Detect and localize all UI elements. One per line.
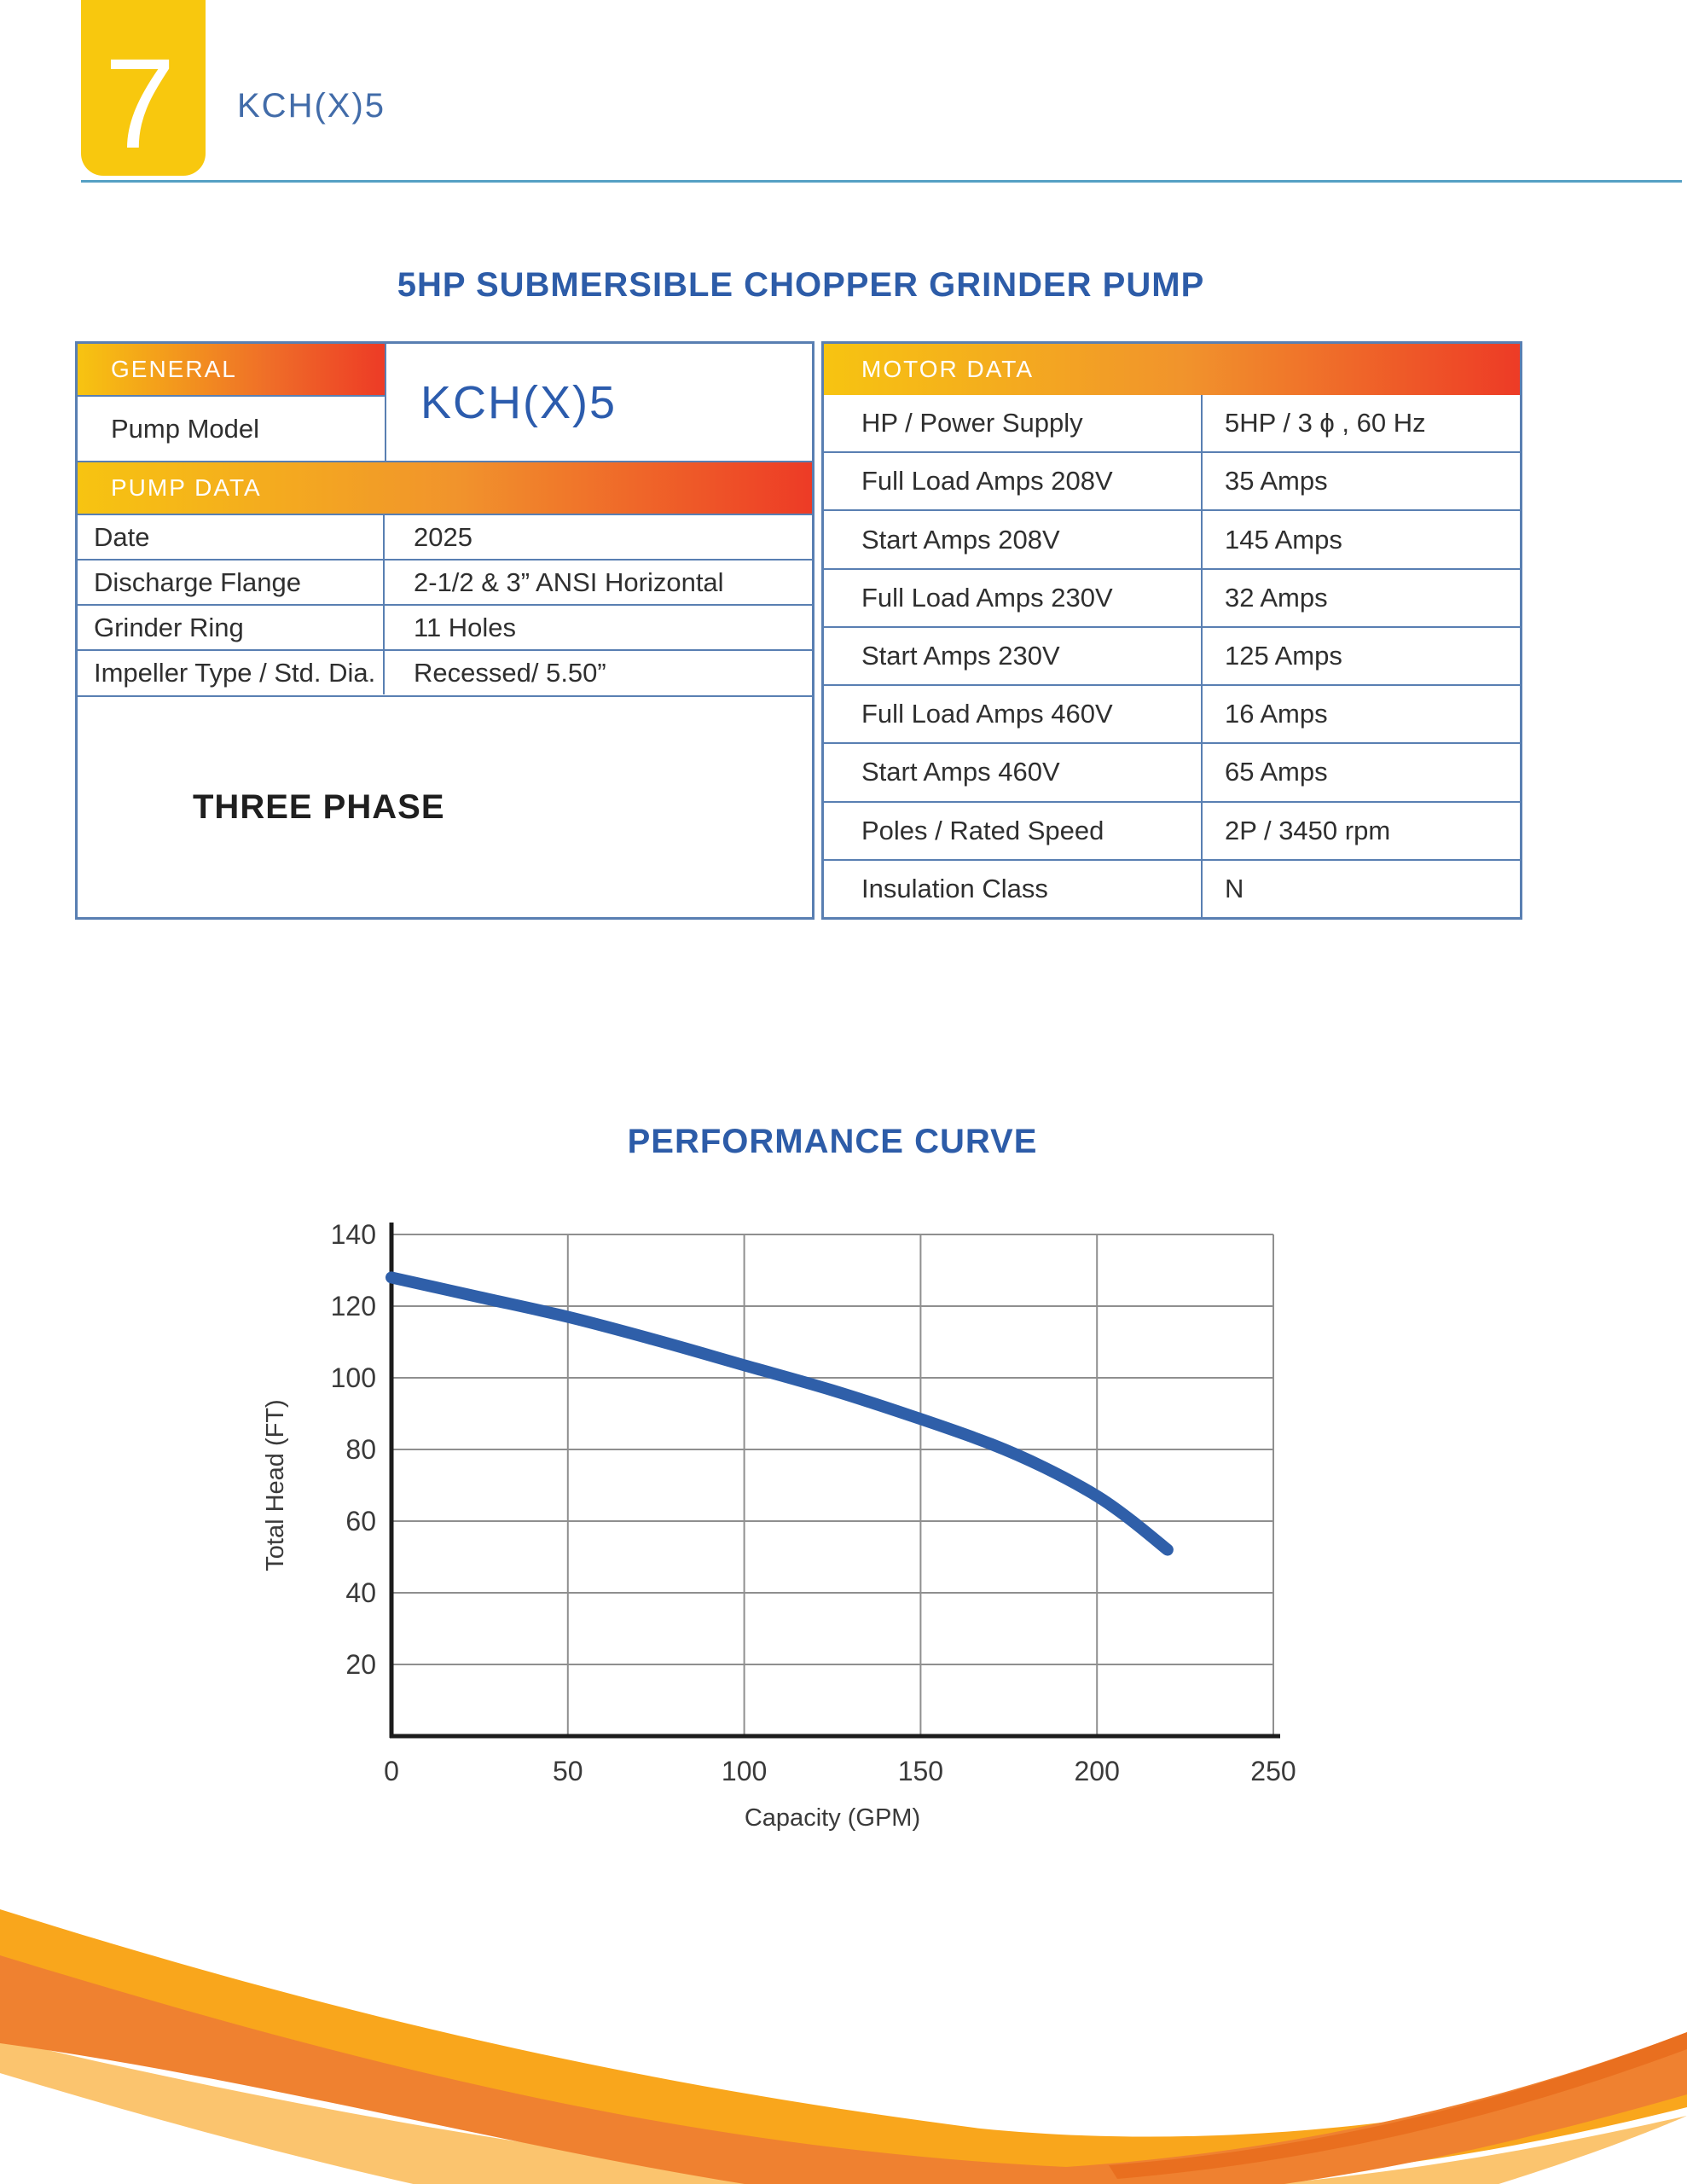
header-divider-rule (81, 180, 1682, 183)
table-row (824, 859, 1520, 917)
general-section-header-label: GENERAL (111, 356, 237, 382)
chapter-number: 7 (104, 32, 176, 175)
row-label: HP / Power Supply (824, 395, 1203, 451)
row-value: Recessed/ 5.50” (414, 657, 606, 688)
motor-data-section-header-label: MOTOR DATA (861, 356, 1034, 382)
svg-text:200: 200 (1074, 1756, 1120, 1786)
chapter-code: KCH(X)5 (237, 87, 386, 125)
pump-model-label: Pump Model (78, 395, 385, 461)
row-value: 11 Holes (414, 612, 517, 642)
phase-note: THREE PHASE (78, 695, 812, 917)
svg-text:0: 0 (384, 1756, 399, 1786)
table-row (78, 559, 812, 604)
svg-text:140: 140 (330, 1219, 376, 1250)
row-value: 2025 (414, 521, 472, 552)
row-value: 65 Amps (1225, 757, 1328, 787)
row-label: Full Load Amps 460V (824, 686, 1203, 742)
row-label: Full Load Amps 230V (824, 570, 1203, 626)
row-value: 5HP / 3 ϕ , 60 Hz (1225, 408, 1426, 439)
head-capacity-curve (391, 1277, 1168, 1549)
svg-text:20: 20 (345, 1649, 376, 1680)
svg-text:150: 150 (897, 1756, 944, 1786)
row-value: 16 Amps (1225, 699, 1328, 729)
motor-data-section-header (824, 344, 1520, 395)
row-value: N (1225, 873, 1244, 903)
svg-text:120: 120 (330, 1291, 376, 1321)
row-label: Full Load Amps 208V (824, 453, 1203, 509)
pump-model-value: KCH(X)5 (385, 344, 812, 461)
svg-text:80: 80 (345, 1434, 376, 1465)
svg-text:40: 40 (345, 1577, 376, 1608)
row-label: Insulation Class (824, 861, 1203, 917)
row-value: 2-1/2 & 3” ANSI Horizontal (414, 566, 724, 597)
general-pump-data-table (75, 341, 815, 920)
row-label: Impeller Type / Std. Dia. (78, 651, 385, 694)
table-row (824, 509, 1520, 567)
row-label: Discharge Flange (78, 561, 385, 604)
row-label: Start Amps 230V (824, 628, 1203, 684)
motor-data-table (821, 341, 1522, 920)
table-row (824, 451, 1520, 509)
chart-title: PERFORMANCE CURVE (627, 1123, 1038, 1160)
table-row (78, 649, 812, 694)
row-value: 145 Amps (1225, 524, 1342, 555)
pump-data-section-header (78, 461, 812, 514)
row-label: Poles / Rated Speed (824, 803, 1203, 859)
table-row (824, 801, 1520, 859)
row-value: 35 Amps (1225, 466, 1328, 497)
table-row (824, 742, 1520, 800)
svg-text:100: 100 (330, 1362, 376, 1393)
svg-text:50: 50 (553, 1756, 583, 1786)
row-label: Grinder Ring (78, 606, 385, 649)
y-axis-title: Total Head (FT) (262, 1399, 289, 1571)
row-label: Start Amps 460V (824, 744, 1203, 800)
row-label: Date (78, 515, 385, 559)
x-axis-title: Capacity (GPM) (744, 1804, 921, 1832)
table-row (824, 568, 1520, 626)
row-value: 2P / 3450 rpm (1225, 815, 1391, 845)
row-label: Start Amps 208V (824, 511, 1203, 567)
svg-text:250: 250 (1250, 1756, 1296, 1786)
row-value: 125 Amps (1225, 640, 1342, 671)
table-row (78, 604, 812, 649)
performance-chart-svg (0, 1177, 1687, 1860)
table-row (78, 514, 812, 559)
row-value: 32 Amps (1225, 582, 1328, 613)
svg-text:100: 100 (721, 1756, 768, 1786)
svg-text:60: 60 (345, 1506, 376, 1536)
page-title: 5HP SUBMERSIBLE CHOPPER GRINDER PUMP (397, 266, 1205, 304)
chapter-number-tab (81, 0, 206, 176)
pump-data-section-header-label: PUMP DATA (111, 474, 262, 501)
general-section-header (78, 344, 385, 395)
table-row (824, 626, 1520, 684)
footer-wave-graphic (0, 1902, 1687, 2184)
table-row (824, 395, 1520, 451)
table-row (824, 684, 1520, 742)
